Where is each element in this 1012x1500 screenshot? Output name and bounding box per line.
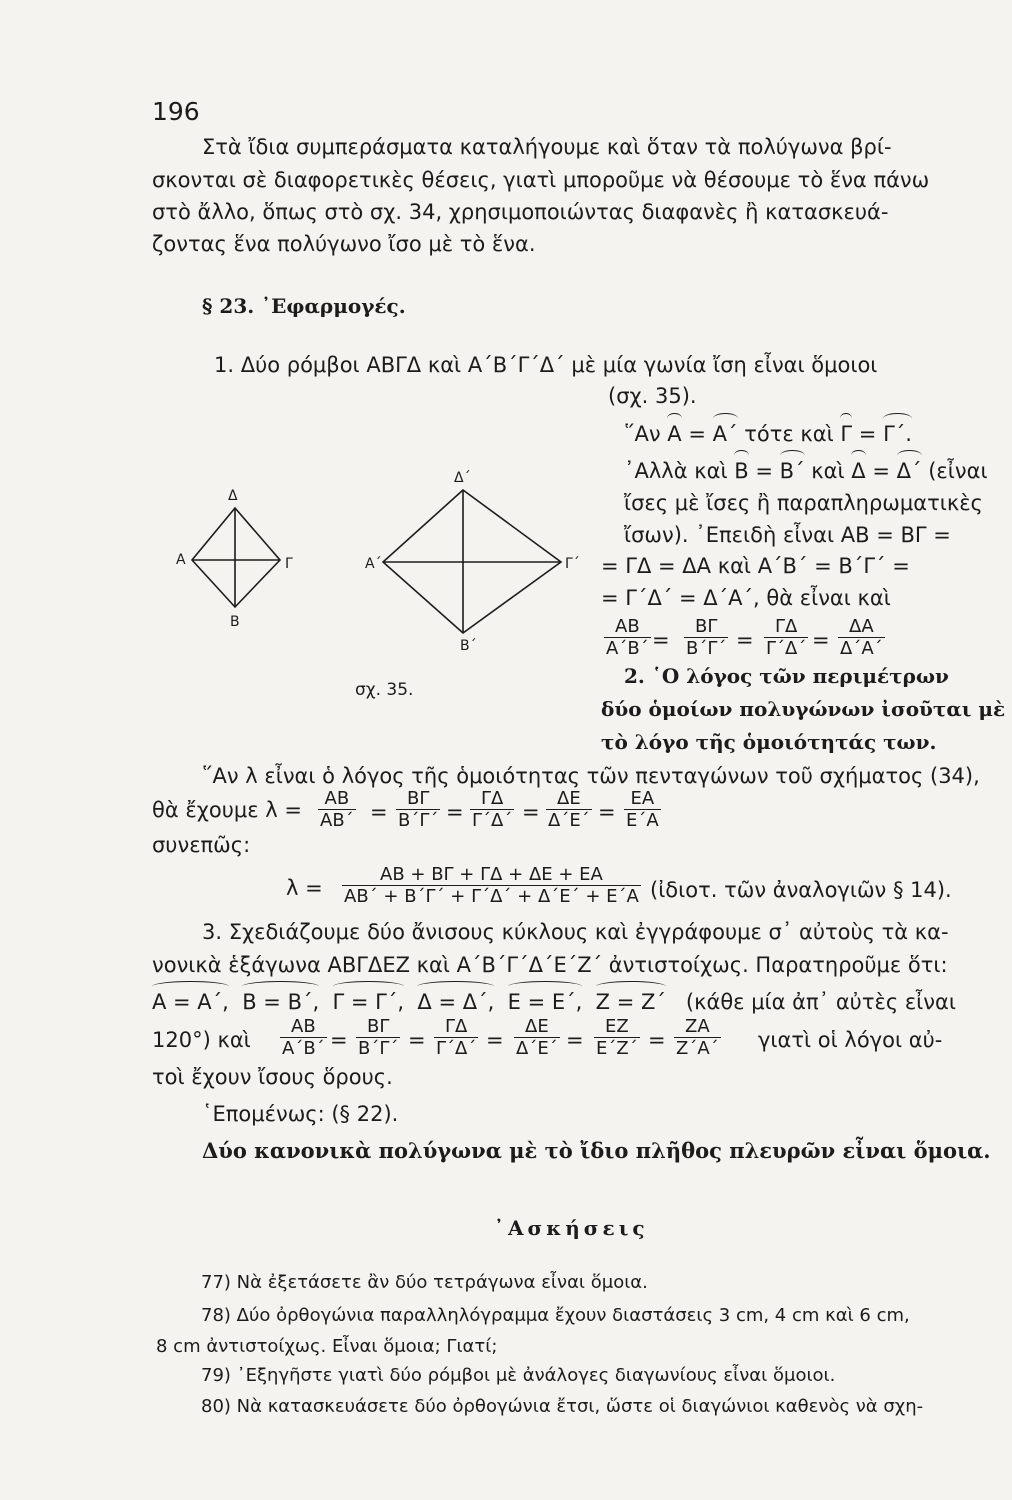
app1-fraction-4: $\frac{\Delta A}{\Delta΄A΄}$ [840,616,883,659]
app3-fraction-3: $\frac{\Gamma\Delta}{\Gamma΄\Delta΄}$ [436,1016,477,1059]
equals-sign: = [648,1028,666,1052]
section-heading: § 23. ᾿Εφαρμογές. [202,294,406,318]
angle-a-prime: Α΄ [712,422,738,446]
app1-row-1: ῞Αν Α = Α΄ τότε καὶ Γ = Γ΄. [624,422,912,446]
label-large-g: Γ΄ [565,556,580,572]
app2-lambda-prefix: θὰ ἔχουμε λ = [152,798,302,822]
app1-fraction-2: $\frac{B\Gamma}{B΄\Gamma΄}$ [686,616,727,659]
angle-a: Α [667,422,682,446]
app3-angles: Α = Α΄, Β = Β΄, Γ = Γ΄, Δ = Δ΄, Ε = Ε΄, Ζ = Ζ΄ (κάθε μία ἀπ᾿ αὐτὲς εἶναι [152,990,956,1014]
app2-fraction-1: $\frac{AB}{AB΄}$ [320,788,354,831]
intro-line-2: σκονται σὲ διαφορετικὲς θέσεις, γιατὶ μποροῦμε νὰ θέσουμε τὸ ἕνα πάνω [152,168,930,192]
label-large-a: Α΄ [365,556,382,572]
app1-line-2: (σχ. 35). [608,384,697,408]
equals-sign: = [812,628,830,652]
app1-row-6: = Γ΄Δ΄ = Δ΄Α΄, θὰ εἶναι καὶ [601,586,891,610]
app3-l4-prefix: 120°) καὶ [152,1028,251,1052]
app1-line-1: 1. Δύο ρόμβοι ΑΒΓΔ καὶ Α΄Β΄Γ΄Δ΄ μὲ μία γωνία ἴση εἶναι ὅμοιοι [214,353,878,377]
app3-line-6: ῾Επομένως: (§ 22). [202,1102,399,1126]
app2-fraction-2: $\frac{B\Gamma}{B΄\Gamma΄}$ [398,788,439,831]
app1-fraction-1: $\frac{AB}{A΄B΄}$ [606,616,649,659]
app2-line-6: συνεπῶς: [152,833,251,857]
label-small-b: Β [230,614,240,630]
equals-sign: = [330,1028,348,1052]
equals-sign: = [370,800,388,824]
angle-g-prime: Γ΄. [883,422,912,446]
app2-fraction-3: $\frac{\Gamma\Delta}{\Gamma΄\Delta΄}$ [472,788,513,831]
angle-b: Β [734,459,749,483]
equals-sign: = [408,1028,426,1052]
equals-sign: = [522,800,540,824]
figure-caption: σχ. 35. [355,680,414,700]
app3-fraction-6: $\frac{ZA}{Z΄A΄}$ [676,1016,719,1059]
intro-line-1: Στὰ ἴδια συμπεράσματα καταλήγουμε καὶ ὅταν τὰ πολύγωνα βρί- [202,135,892,159]
app1-row-4: ἴσων). ᾿Επειδὴ εἶναι ΑΒ = ΒΓ = [624,523,951,547]
exercise-79: 79) ᾿Εξηγῆστε γιατὶ δύο ρόμβοι μὲ ἀνάλογες διαγωνίους εἶναι ὅμοιοι. [201,1365,836,1386]
exercise-78-line-1: 78) Δύο ὀρθογώνια παραλληλόγραμμα ἔχουν διαστάσεις 3 cm, 4 cm καὶ 6 cm, [201,1305,910,1326]
app3-line-5: τοὶ ἔχουν ἴσους ὅρους. [152,1065,393,1089]
app1-row-2: ᾿Αλλὰ καὶ Β = Β΄ καὶ Δ = Δ΄ (εἶναι [624,459,988,483]
intro-line-4: ζοντας ἕνα πολύγωνο ἴσο μὲ τὸ ἕνα. [152,232,536,256]
exercise-80: 80) Νὰ κατασκευάσετε δύο ὀρθογώνια ἔτσι, ὥστε οἱ διαγώνιοι καθενὸς νὰ σχη- [201,1396,924,1417]
equals-sign: = [446,800,464,824]
exercises-heading: ᾿Ασκήσεις [494,1216,649,1240]
app2-fraction-4: $\frac{\Delta E}{\Delta΄E΄}$ [548,788,590,831]
exercise-78-line-2: 8 cm ἀντιστοίχως. Εἶναι ὅμοια; Γιατί; [156,1336,498,1357]
app2-line-2: δύο ὁμοίων πολυγώνων ἰσοῦται μὲ [601,697,1006,721]
app1-fraction-3: $\frac{\Gamma\Delta}{\Gamma΄\Delta΄}$ [766,616,807,659]
app2-fraction-5: $\frac{EA}{E΄A}$ [626,788,659,831]
app2-line-3: τὸ λόγο τῆς ὁμοιότητάς των. [601,730,937,754]
label-large-d: Δ΄ [454,470,471,486]
figure-35 [140,460,610,700]
equals-sign: = [598,800,616,824]
app3-fraction-4: $\frac{\Delta E}{\Delta΄E΄}$ [516,1016,558,1059]
app3-line-1: 3. Σχεδιάζουμε δύο ἄνισους κύκλους καὶ ἐγγράφουμε σ᾿ αὐτοὺς τὰ κα- [202,920,949,944]
app1-row-3: ἴσες μὲ ἴσες ἢ παραπληρωματικὲς [624,491,983,515]
app2-big-fraction: $\frac{AB + B\Gamma + \Gamma\Delta + \Delta E + EA}{AB΄ + B΄\Gamma΄ + \Gamma΄\Delta΄ + \Delta΄E΄ + E΄A}$ [344,864,639,907]
label-small-g: Γ [285,556,293,572]
app3-fraction-1: $\frac{AB}{A΄B΄}$ [282,1016,325,1059]
page-number: 196 [152,97,200,126]
label-small-d: Δ [228,488,238,504]
label-large-b: Β΄ [460,638,477,654]
angle-d: Δ [851,459,866,483]
app3-fraction-5: $\frac{EZ}{E΄Z΄}$ [596,1016,638,1059]
angle-g: Γ [840,422,853,446]
app3-l4-tail: γιατὶ οἱ λόγοι αὐ- [758,1028,943,1052]
angle-b-prime: Β΄ [779,459,805,483]
equals-sign: = [566,1028,584,1052]
equals-sign: = [486,1028,504,1052]
small-rhombus [192,508,280,607]
equals-sign: = [652,628,670,652]
equals-sign: = [736,628,754,652]
label-small-a: Α [176,552,186,568]
exercise-77: 77) Νὰ ἐξετάσετε ἂν δύο τετράγωνα εἶναι ὅμοια. [201,1272,648,1293]
app3-conclusion: Δύο κανονικὰ πολύγωνα μὲ τὸ ἴδιο πλῆθος πλευρῶν εἶναι ὅμοια. [202,1138,991,1163]
app3-line-2: νονικὰ ἑξάγωνα ΑΒΓΔΕΖ καὶ Α΄Β΄Γ΄Δ΄Ε΄Ζ΄ ἀντιστοίχως. Παρατηροῦμε ὅτι: [152,953,948,977]
app2-line-1: 2. ῾Ο λόγος τῶν περιμέτρων [624,664,949,688]
app2-line-4: ῞Αν λ εἶναι ὁ λόγος τῆς ὁμοιότητας τῶν πενταγώνων τοῦ σχήματος (34), [202,764,980,788]
angle-d-prime: Δ΄ [896,459,922,483]
intro-line-3: στὸ ἄλλο, ὅπως στὸ σχ. 34, χρησιμοποιώντας διαφανὲς ἢ κατασκευά- [152,200,889,224]
app2-big-note: (ἰδιοτ. τῶν ἀναλογιῶν § 14). [650,878,952,902]
app2-big-lambda: λ = [286,876,323,900]
app3-fraction-2: $\frac{B\Gamma}{B΄\Gamma΄}$ [358,1016,399,1059]
app1-row-5: = ΓΔ = ΔΑ καὶ Α΄Β΄ = Β΄Γ΄ = [601,554,910,578]
